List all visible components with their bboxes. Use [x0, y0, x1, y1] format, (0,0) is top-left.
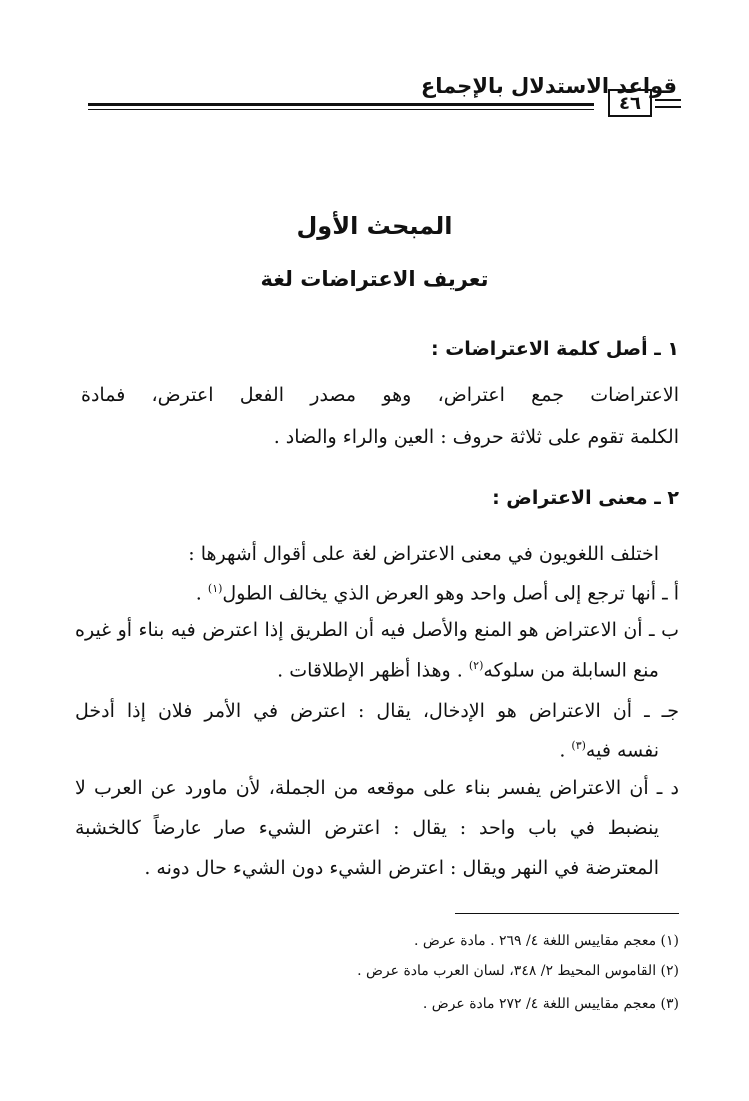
list-item-c-tail: . [559, 739, 572, 762]
footnote-3: (٣) معجم مقاييس اللغة ٤/ ٢٧٢ مادة عرض . [422, 996, 679, 1012]
footnote-ref: (٣) [571, 739, 586, 752]
footnote-2: (٢) القاموس المحيط ٢/ ٣٤٨، لسان العرب مادة عرض . [357, 963, 679, 979]
list-item-a-tail: . [195, 582, 208, 605]
list-item-a [196, 583, 679, 603]
list-item-b-text: منع السابلة من سلوكه [483, 659, 659, 682]
running-title: قواعد الاستدلال بالإجماع [420, 74, 677, 98]
header-rule [88, 103, 594, 106]
page-number-rule-top [655, 99, 681, 101]
section-subtitle: تعريف الاعتراضات لغة [260, 267, 489, 291]
page-number: ٤٦ [608, 89, 652, 117]
list-item-a-text: أ ـ أنها ترجع إلى أصل واحد وهو العرض الذي يخالف الطول [222, 582, 679, 605]
header-rule-thin [88, 109, 594, 110]
list-item-b-tail: . وهذا أظهر الإطلاقات . [277, 659, 469, 682]
list-item-c-cont [559, 740, 659, 760]
list-item-d: د ـ أن الاعتراض يفسر بناء على موقعه من الجملة، لأن ماورد عن العرب لا [75, 777, 679, 799]
list-item-b: ب ـ أن الاعتراض هو المنع والأصل فيه أن الطريق إذا اعترض فيه بناء أو غيره [75, 619, 679, 641]
footnote-rule [455, 913, 679, 914]
paragraph-line: الاعتراضات جمع اعتراض، وهو مصدر الفعل اعترض، فمادة [81, 384, 679, 406]
footnote-ref: (٢) [468, 659, 484, 672]
paragraph-intro: اختلف اللغويون في معنى الاعتراض لغة على أقوال أشهرها : [188, 543, 659, 565]
paragraph-line: الكلمة تقوم على ثلاثة حروف : العين والراء والضاد . [273, 426, 679, 448]
footnote-ref: (١) [207, 582, 223, 595]
section-title: المبحث الأول [296, 212, 453, 240]
heading-origin: ١ ـ أصل كلمة الاعتراضات : [431, 338, 679, 360]
footnote-1: (١) معجم مقاييس اللغة ٤/ ٢٦٩ . مادة عرض . [413, 933, 679, 949]
list-item-d-cont: ينضبط في باب واحد : يقال : اعترض الشيء صار عارضاً كالخشبة [75, 817, 659, 839]
list-item-b-cont [277, 660, 659, 680]
heading-meaning: ٢ ـ معنى الاعتراض : [492, 487, 679, 509]
page-number-rule-bottom [655, 106, 681, 108]
list-item-d-cont: المعترضة في النهر ويقال : اعترض الشيء دون الشيء حال دونه . [144, 857, 659, 879]
list-item-c-text: نفسه فيه [585, 739, 659, 762]
list-item-c: جـ ـ أن الاعتراض هو الإدخال، يقال : اعترض في الأمر فلان إذا أدخل [75, 700, 679, 722]
